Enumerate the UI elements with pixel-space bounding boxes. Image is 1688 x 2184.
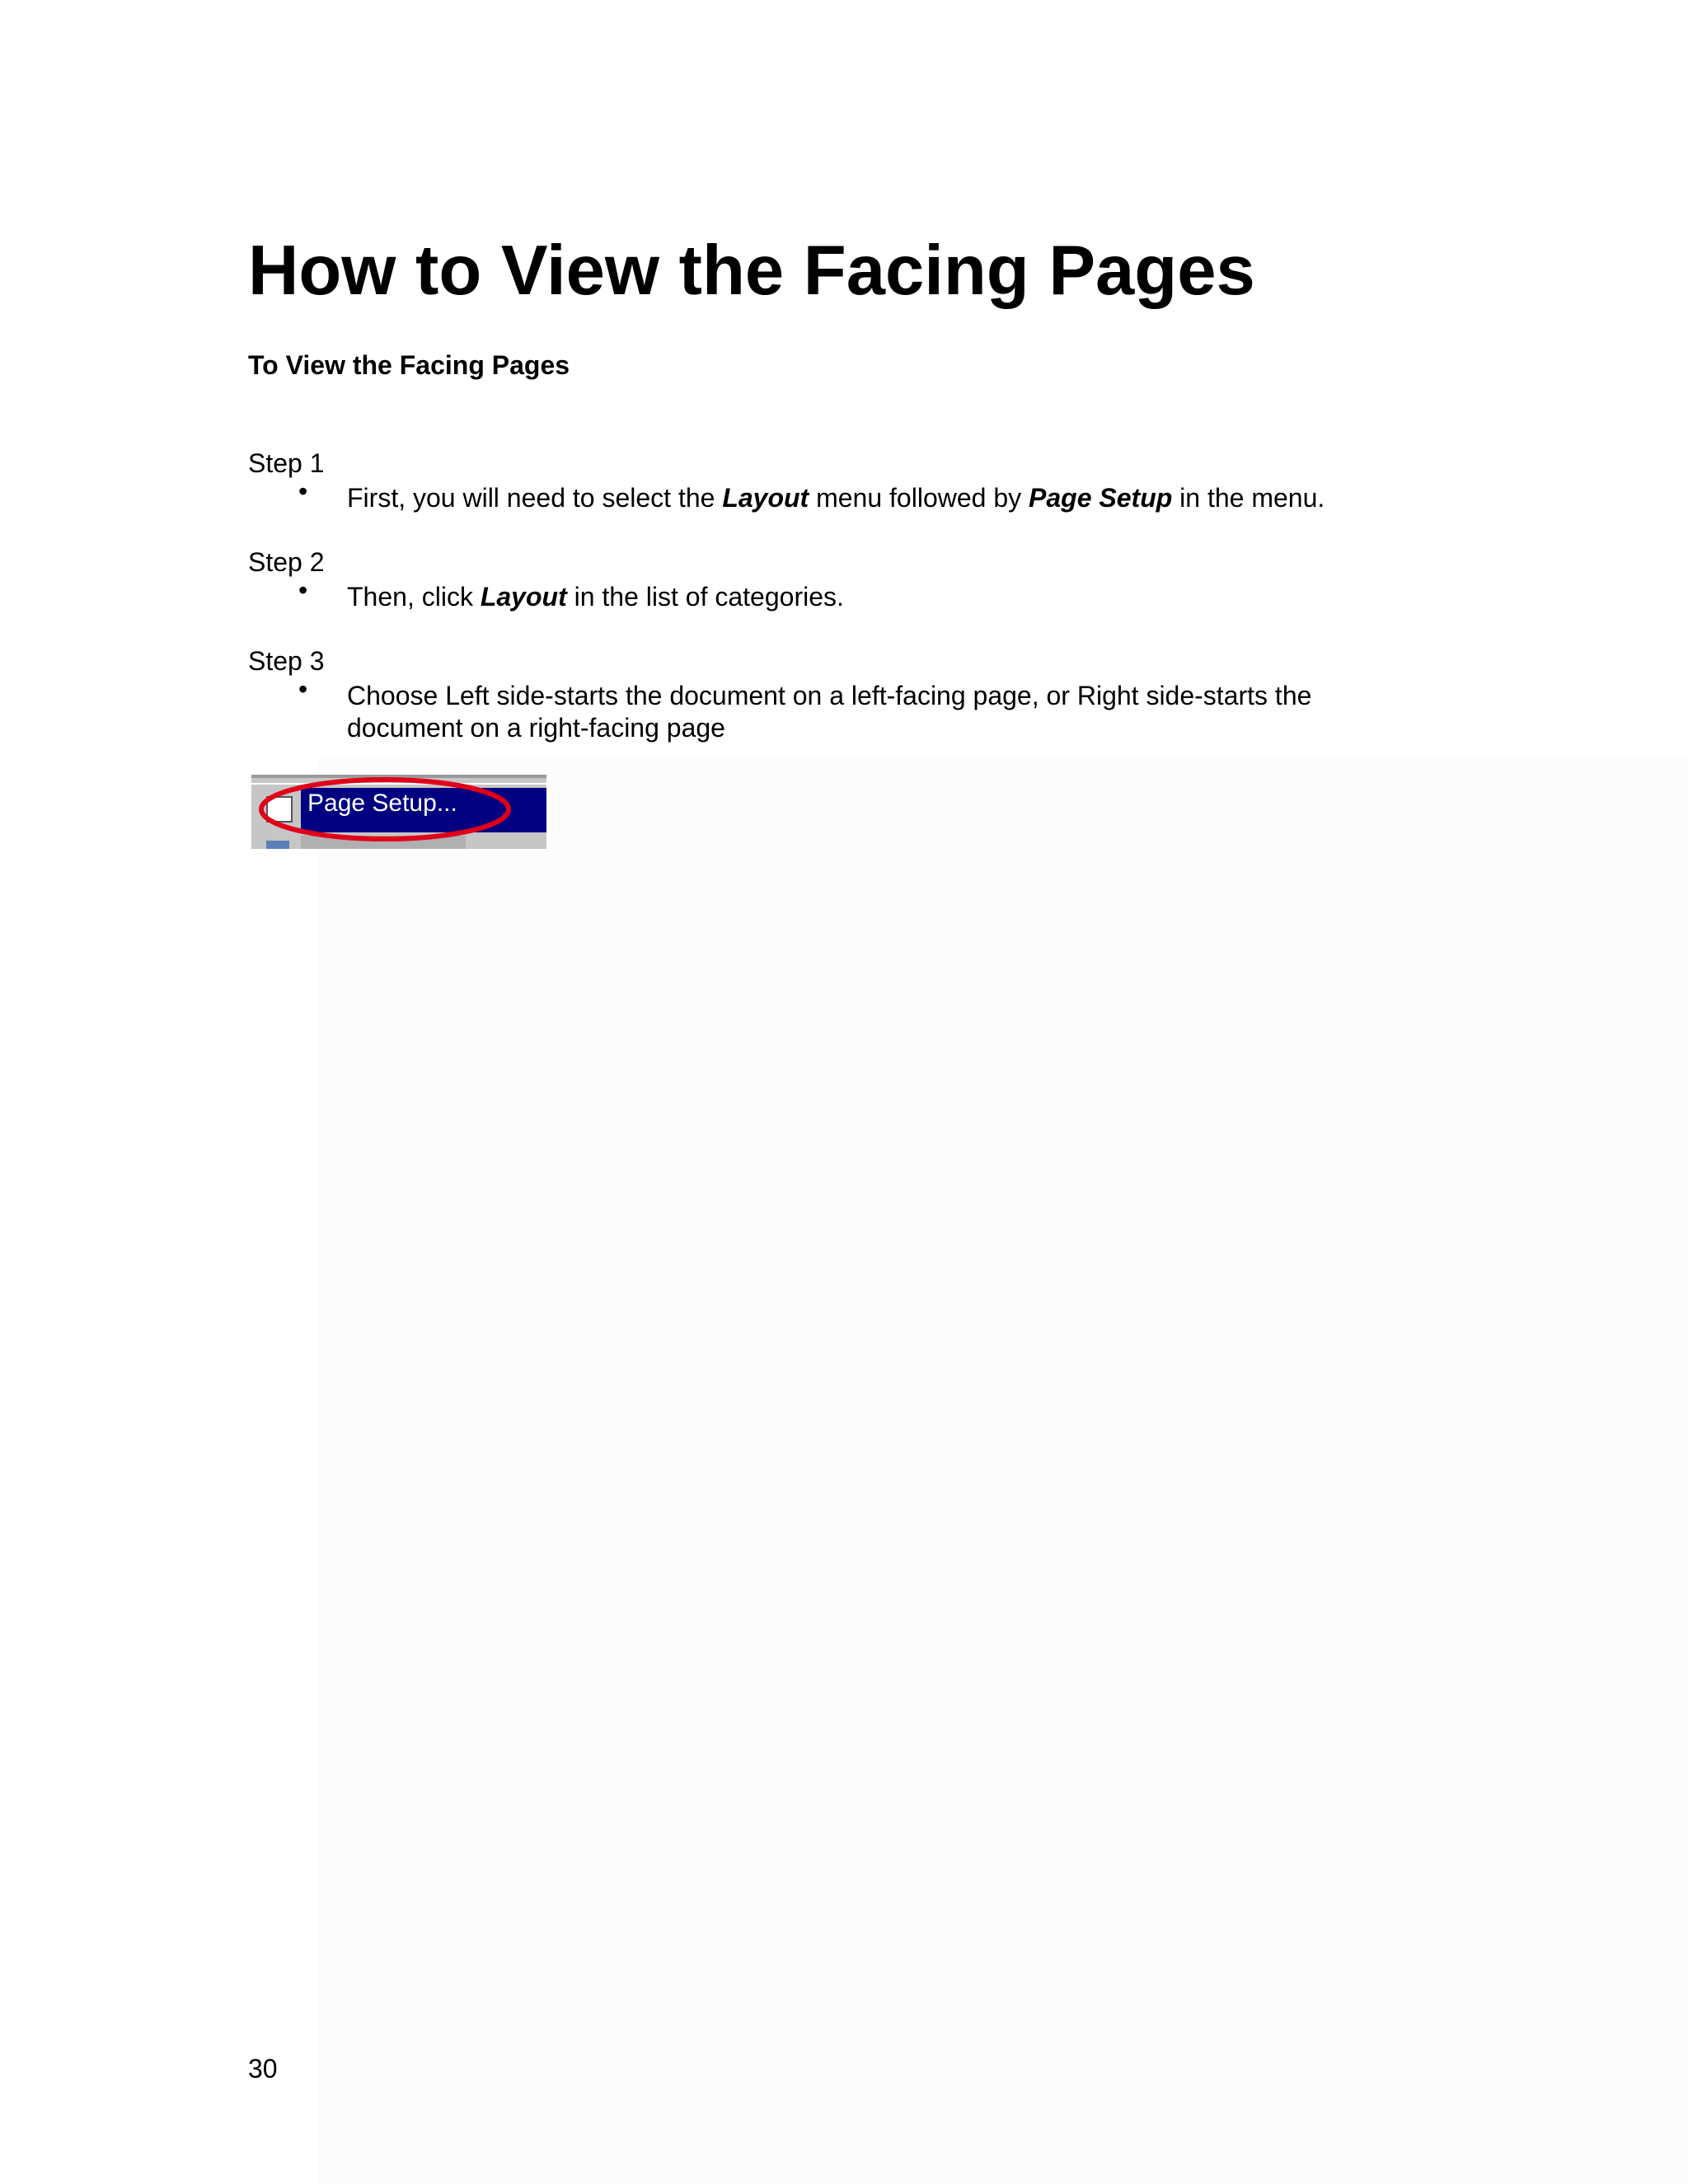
- step-1-text: [347, 482, 1418, 514]
- step-3-text: [347, 680, 1418, 744]
- step-1-bullet: •: [298, 476, 308, 506]
- page-title: How to View the Facing Pages: [248, 232, 1255, 310]
- page-background-shade: [317, 758, 1688, 2184]
- page-setup-menu-screenshot: [251, 775, 546, 849]
- section-subtitle: To View the Facing Pages: [248, 350, 570, 380]
- red-circle-annotation: [251, 775, 546, 849]
- step-2-text: [347, 581, 1418, 613]
- step-1-emphasis-page-setup: Page Setup: [1029, 483, 1173, 513]
- step-1-text-part: First, you will need to select the: [347, 483, 723, 513]
- step-1-text-part: in the menu.: [1172, 483, 1325, 513]
- step-2-label: Step 2: [248, 547, 325, 577]
- step-2-emphasis-layout: Layout: [480, 582, 567, 612]
- page-number: 30: [248, 2054, 278, 2083]
- step-3-label: Step 3: [248, 646, 325, 676]
- page-setup-menu-item: Page Setup...: [307, 790, 457, 817]
- step-2-text-part: in the list of categories.: [566, 582, 844, 612]
- step-2-text-part: Then, click: [347, 582, 481, 612]
- step-1-emphasis-layout: Layout: [722, 483, 809, 513]
- step-3-text-part: Choose Left side-starts the document on a left-facing page, or Right side-starts the document on a right-facing page: [347, 681, 1312, 743]
- step-1-text-part: menu followed by: [809, 483, 1029, 513]
- step-1-label: Step 1: [248, 448, 325, 478]
- step-3-bullet: •: [298, 674, 308, 704]
- step-2-bullet: •: [298, 575, 308, 605]
